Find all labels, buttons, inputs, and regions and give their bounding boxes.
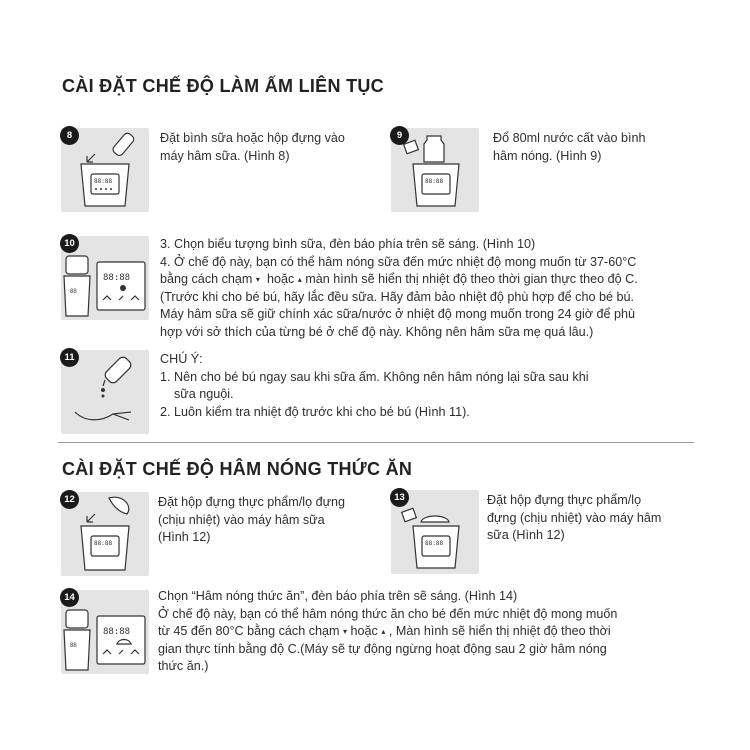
down-arrow-icon: ▾ (343, 627, 348, 637)
text-line (158, 623, 617, 641)
text-fragment: bằng cách chạm (160, 272, 253, 287)
svg-text:88:88: 88:88 (425, 178, 444, 185)
svg-text:88:88: 88:88 (103, 627, 131, 637)
step-number-badge: 12 (60, 490, 79, 509)
text-line: thức ăn.) (158, 659, 209, 674)
svg-text:88: 88 (70, 289, 77, 295)
up-arrow-icon: ▴ (297, 275, 302, 285)
svg-text:88:88: 88:88 (94, 540, 113, 547)
svg-text:88: 88 (70, 643, 77, 649)
figure-14 (61, 590, 149, 674)
text-line: đựng (chịu nhiệt) vào máy hâm (487, 510, 662, 525)
text-line: gian thực tính bằng độ C.(Máy sẽ tự động ngừng hoạt động sau 2 giờ hâm nóng (158, 641, 607, 656)
svg-text:88:88: 88:88 (425, 540, 444, 547)
step-number-badge: 10 (60, 234, 79, 253)
text-line: Đặt bình sữa hoặc hộp đựng vào (160, 131, 345, 145)
text-fragment: hoặc (266, 272, 295, 287)
text-fragment: hoặc (350, 624, 378, 639)
figure-13 (391, 490, 479, 574)
text-line: Máy hâm sữa sẽ giữ chính xác sữa/nước ở nhiệt độ mong muốn trong 24 giờ để phù (160, 307, 636, 322)
text-line: 3. Chọn biểu tượng bình sữa, đèn báo phía trên sẽ sáng. (Hình 10) (160, 237, 536, 251)
text-line (160, 271, 638, 289)
text-line: CHÚ Ý: (160, 352, 203, 366)
text-line: sữa nguội. (160, 387, 234, 402)
figure-11 (61, 350, 149, 434)
step-number-badge: 11 (60, 348, 79, 367)
step-number-badge: 14 (60, 588, 79, 607)
text-line: máy hâm sữa. (Hình 8) (160, 148, 290, 163)
text-line: hợp với sở thích của từng bé ở chế độ này. Không nên hâm sữa mẹ quá lâu.) (160, 324, 594, 339)
step-9-text (493, 130, 646, 165)
section-title-continuous-warm: CÀI ĐẶT CHẾ ĐỘ LÀM ẤM LIÊN TỤC (62, 76, 384, 96)
text-line: 2. Luôn kiểm tra nhiệt độ trước khi cho bé bú (Hình 11). (160, 404, 470, 419)
section-divider (58, 442, 694, 443)
text-line: Đặt hộp đựng thực phẩm/lọ (487, 493, 642, 507)
step-number-badge: 9 (390, 126, 409, 145)
text-line: hâm nóng. (Hình 9) (493, 148, 602, 163)
figure-9 (391, 128, 479, 212)
step-number-badge: 8 (60, 126, 79, 145)
down-arrow-icon: ▾ (255, 275, 260, 285)
text-line: Đổ 80ml nước cất vào bình (493, 131, 646, 145)
svg-text:88:88: 88:88 (103, 273, 131, 283)
section-title-food-warm: CÀI ĐẶT CHẾ ĐỘ HÂM NÓNG THỨC ĂN (62, 459, 413, 479)
step-14-text (158, 588, 617, 676)
text-line: Chọn “Hâm nóng thức ăn”, đèn báo phía trên sẽ sáng. (Hình 14) (158, 589, 518, 603)
step-13-text (487, 492, 661, 545)
text-fragment: , Màn hình sẽ hiển thị nhiệt độ theo thời (388, 624, 611, 639)
step-8-text (160, 130, 345, 165)
step-11-text (160, 351, 589, 421)
step-number-badge: 13 (390, 488, 409, 507)
svg-text:88:88: 88:88 (94, 178, 113, 185)
text-line: (chịu nhiệt) vào máy hâm sữa (158, 512, 325, 527)
step-10-text (160, 236, 638, 342)
text-line: sữa (Hình 12) (487, 528, 565, 543)
up-arrow-icon: ▴ (381, 627, 386, 637)
text-line: (Trước khi cho bé bú, hãy lắc đều sữa. Hãy đảm bảo nhiệt độ phù hợp để cho bé bú. (160, 289, 634, 304)
step-12-text (158, 494, 345, 547)
text-line: (Hình 12) (158, 530, 211, 545)
figure-12 (61, 492, 149, 576)
text-line: 4. Ở chế độ này, bạn có thể hâm nóng sữa đến mức nhiệt độ mong muốn từ 37-60°C (160, 254, 637, 269)
text-line: Đặt hộp đựng thực phẩm/lọ đựng (158, 495, 346, 509)
text-line: Ở chế độ này, bạn có thể hâm nóng thức ăn cho bé đến mức nhiệt độ mong muốn (158, 606, 618, 621)
text-fragment: màn hình sẽ hiển thị nhiệt độ theo thời gian thực theo độ C. (305, 272, 638, 287)
text-line: 1. Nên cho bé bú ngay sau khi sữa ấm. Không nên hâm nóng lại sữa sau khi (160, 369, 589, 384)
figure-8 (61, 128, 149, 212)
figure-10 (61, 236, 149, 320)
text-fragment: từ 45 đến 80°C bằng cách chạm (158, 624, 340, 639)
